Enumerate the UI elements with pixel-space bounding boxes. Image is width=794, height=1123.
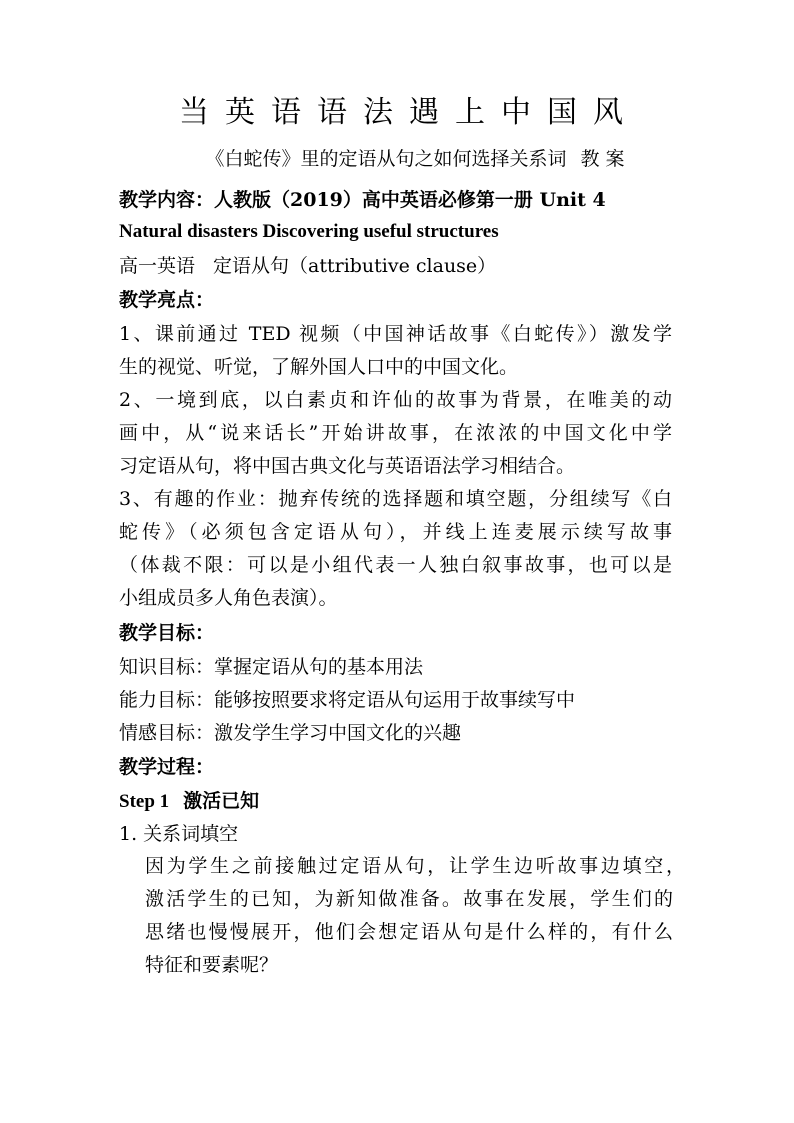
course-topic: 定语从句（attributive clause）	[213, 255, 497, 277]
goals-heading: 教学目标：	[119, 622, 215, 644]
highlight-2-line-3: 习定语从句，将中国古典文化与英语语法学习相结合。	[119, 455, 576, 477]
highlight-3-line-2: 蛇传》（必须包含定语从句），并线上连麦展示续写故事	[119, 521, 672, 543]
goal-knowledge: 知识目标：掌握定语从句的基本用法	[119, 656, 424, 678]
goal-ability: 能力目标：能够按照要求将定语从句运用于故事续写中	[119, 689, 576, 711]
step-1-title: 激活已知	[183, 790, 260, 812]
process-heading: 教学过程：	[119, 756, 215, 778]
highlight-3-line-3: （体裁不限：可以是小组代表一人独白叙事故事，也可以是	[119, 554, 672, 576]
subtitle-main: 《白蛇传》里的定语从句之如何选择关系词	[205, 148, 567, 170]
highlight-1-line-2: 生的视觉、听觉，了解外国人口中的中国文化。	[119, 356, 519, 378]
highlights-heading: 教学亮点：	[119, 289, 215, 311]
step-1-item-1: 1. 关系词填空	[119, 823, 239, 845]
step-1-desc-line-1: 因为学生之前接触过定语从句，让学生边听故事边填空，	[145, 855, 685, 877]
document-title: 当英语语法遇上中国风	[179, 95, 639, 130]
highlight-3-line-1: 3、有趣的作业：抛弃传统的选择题和填空题，分组续写《白	[119, 488, 672, 510]
course-line	[119, 252, 496, 280]
content-line-1	[119, 186, 606, 214]
content-textbook: 人教版（2019）高中英语必修第一册 Unit 4	[214, 189, 606, 211]
course-grade: 高一英语	[119, 255, 196, 277]
highlight-2-line-2: 画中，从“说来话长”开始讲故事，在浓浓的中国文化中学	[119, 422, 672, 444]
step-1-label: Step 1	[119, 791, 170, 812]
goal-emotion: 情感目标：激发学生学习中国文化的兴趣	[119, 722, 462, 744]
highlight-1-line-1: 1、课前通过 TED 视频（中国神话故事《白蛇传》）激发学	[119, 323, 672, 345]
content-line-2: Natural disasters Discovering useful structures	[119, 221, 499, 242]
highlight-2-line-1: 2、一境到底，以白素贞和许仙的故事为背景，在唯美的动	[119, 389, 672, 411]
step-1-desc-line-3: 思绪也慢慢展开，他们会想定语从句是什么样的，有什么	[145, 921, 673, 943]
subtitle-tail: 教 案	[580, 148, 625, 170]
highlight-3-line-4: 小组成员多人角色表演）。	[119, 587, 338, 609]
step-1-heading	[119, 787, 259, 816]
content-label: 教学内容：	[119, 189, 215, 211]
document-subtitle	[0, 145, 794, 173]
step-1-desc-line-2: 激活学生的已知，为新知做准备。故事在发展，学生们的	[145, 888, 673, 910]
step-1-desc-line-4: 特征和要素呢？	[145, 954, 279, 976]
